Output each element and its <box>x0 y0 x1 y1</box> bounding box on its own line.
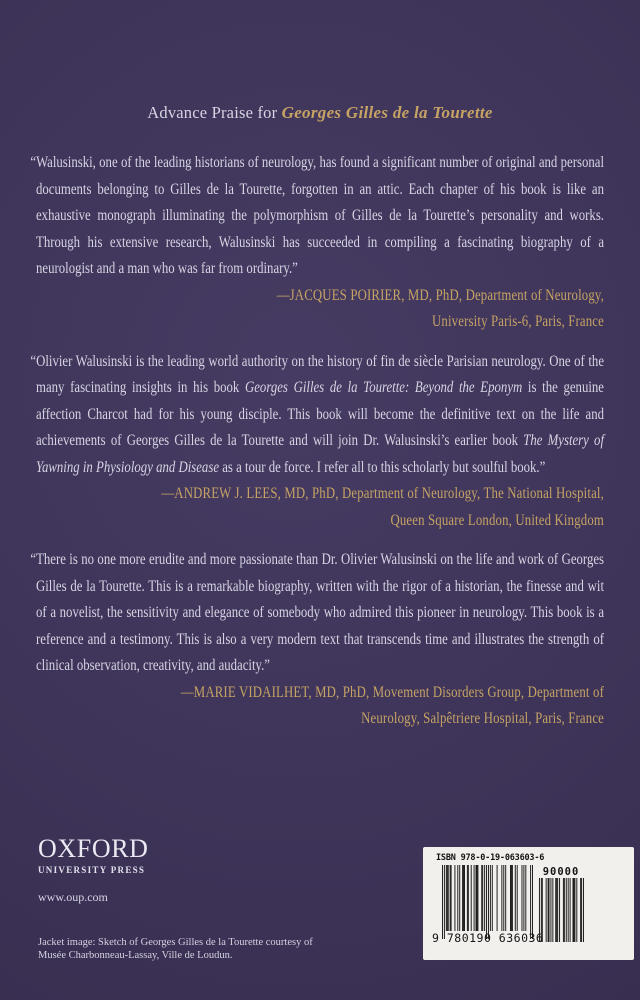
attribution-line: University Paris-6, Paris, France <box>431 313 604 330</box>
publisher-logo-subtitle: UNIVERSITY PRESS <box>38 865 146 875</box>
quote-book-title: Georges Gilles de la Tourette: Beyond the Eponym <box>245 379 523 396</box>
advance-praise-heading <box>0 103 640 123</box>
praise-quote <box>30 150 604 336</box>
quote-attribution <box>36 481 604 534</box>
attribution-line: —JACQUES POIRIER, MD, PhD, Department of Neurology, <box>276 286 604 304</box>
quote-segment: “There is no one more erudite and more passionate than Dr. Olivier Walusinski on the life and work of Georges Gilles de la Tourette. This is a remarkable biography, written with the rigor of a historian, the finesse and wit of a novelist, the sensitivity and elegance of somebody who admired this pioneer in neurology. This book is a reference and a testimony. This is also a very modern text that transcends time and illustrates the strength of clinical observation, creativity, and audacity.” <box>30 551 604 674</box>
ean13-barcode-icon <box>442 865 533 939</box>
addon-digits: 90000 <box>542 866 580 878</box>
publisher-logo-oxford: OXFORD <box>38 834 149 863</box>
attribution-line: —MARIE VIDAILHET, MD, PhD, Movement Disorders Group, Department of <box>180 683 604 701</box>
quote-segment: “Walusinski, one of the leading historians of neurology, has found a significant number of original and personal documents belonging to Gilles de la Tourette, forgotten in an attic. Each chapter of his book is like an exhaustive monograph illuminating the polymorphism of Gilles de la Tourette’s personality and works. Through his extensive research, Walusinski has succeeded in compiling a fascinating biography of a neurologist and a man who was far from ordinary.” <box>30 154 604 277</box>
praise-quote <box>30 349 605 535</box>
ean13-digits: 9 780190 636036 <box>432 931 544 945</box>
credit-line: Jacket image: Sketch of Georges Gilles de la Tourette courtesy of <box>38 937 313 948</box>
isbn-label: ISBN 978-0-19-063603-6 <box>436 853 545 863</box>
quote-segment: is the genuine affection Charcot had for his young disciple. This book will become the definitive text on the life and achievements of Georges Gilles de la Tourette and will join Dr. Walusinski’s earlier book <box>36 379 604 449</box>
quote-text <box>30 150 604 283</box>
attribution-line: Queen Square London, United Kingdom <box>390 511 604 529</box>
quote-text <box>30 349 605 482</box>
publisher-website: www.oup.com <box>38 890 108 904</box>
quote-text <box>30 547 604 680</box>
quote-segment: “Olivier Walusinski is the leading world authority on the history of fin de siècle Parisian neurology. One of the many fascinating insights in his book <box>30 352 604 396</box>
attribution-line: Neurology, Salpêtriere Hospital, Paris, France <box>361 710 604 727</box>
barcode-panel <box>423 847 634 960</box>
quote-book-title: The Mystery of Yawning in Physiology and Disease <box>36 432 605 476</box>
praise-prefix: Advance Praise for <box>147 103 282 122</box>
praise-quotes <box>30 150 605 746</box>
attribution-line: —ANDREW J. LEES, MD, PhD, Department of Neurology, The National Hospital, <box>161 485 604 502</box>
book-title: Georges Gilles de la Tourette <box>281 103 493 122</box>
publisher-block <box>38 836 149 905</box>
quote-attribution <box>36 680 604 733</box>
praise-quote <box>30 547 604 733</box>
quote-attribution <box>36 283 604 336</box>
quote-segment: as a tour de force. I refer all to this scholarly but soulful book.” <box>219 458 546 476</box>
jacket-credit <box>38 936 313 962</box>
credit-line: Musée Charbonneau-Lassay, Ville de Loudun. <box>38 950 233 961</box>
ean5-addon-barcode-icon <box>538 878 584 942</box>
